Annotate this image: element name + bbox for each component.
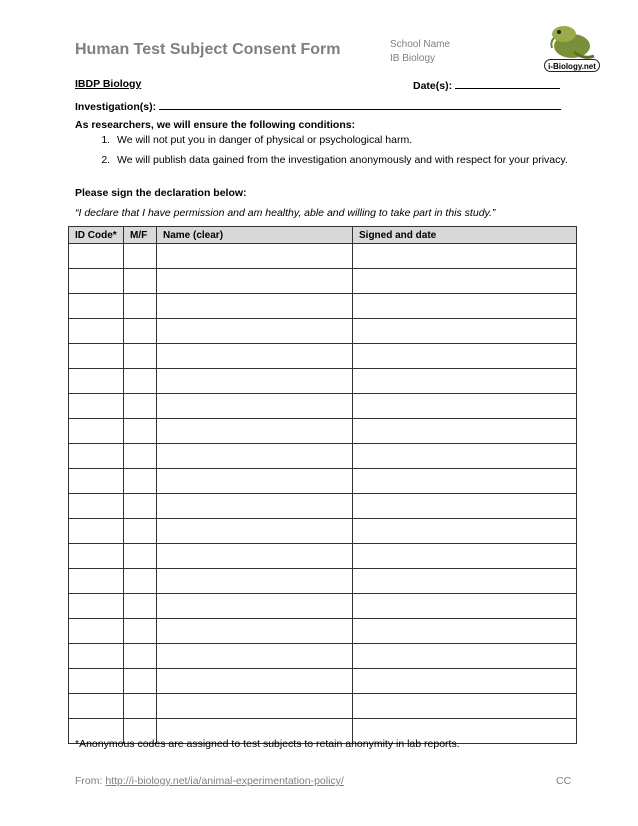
table-row [69, 619, 577, 644]
name-cell[interactable] [157, 244, 353, 269]
id-code-cell[interactable] [69, 344, 124, 369]
signature-cell[interactable] [353, 319, 577, 344]
id-code-cell[interactable] [69, 469, 124, 494]
table-row [69, 444, 577, 469]
name-cell[interactable] [157, 519, 353, 544]
signature-cell[interactable] [353, 619, 577, 644]
signature-cell[interactable] [353, 469, 577, 494]
header-signed-date: Signed and date [353, 227, 577, 244]
table-row [69, 244, 577, 269]
signature-cell[interactable] [353, 494, 577, 519]
signature-cell[interactable] [353, 269, 577, 294]
header-name: Name (clear) [157, 227, 353, 244]
footnote: *Anonymous codes are assigned to test subjects to retain anonymity in lab reports. [75, 738, 460, 750]
table-row [69, 519, 577, 544]
signature-cell[interactable] [353, 519, 577, 544]
name-cell[interactable] [157, 619, 353, 644]
signature-table-body [69, 244, 577, 744]
table-row [69, 394, 577, 419]
id-code-cell[interactable] [69, 244, 124, 269]
table-row [69, 294, 577, 319]
signature-cell[interactable] [353, 644, 577, 669]
investigation-line [75, 99, 561, 113]
name-cell[interactable] [157, 644, 353, 669]
id-code-cell[interactable] [69, 594, 124, 619]
id-code-cell[interactable] [69, 619, 124, 644]
table-row [69, 594, 577, 619]
name-cell[interactable] [157, 594, 353, 619]
name-cell[interactable] [157, 269, 353, 294]
course-line [75, 78, 141, 90]
name-cell[interactable] [157, 444, 353, 469]
sex-cell[interactable] [124, 469, 157, 494]
id-code-cell[interactable] [69, 544, 124, 569]
sex-cell[interactable] [124, 594, 157, 619]
name-cell[interactable] [157, 569, 353, 594]
name-cell[interactable] [157, 394, 353, 419]
conditions-list [75, 134, 633, 174]
signature-cell[interactable] [353, 694, 577, 719]
table-row [69, 494, 577, 519]
table-row [69, 644, 577, 669]
i-biology-logo [544, 22, 600, 74]
signature-cell[interactable] [353, 344, 577, 369]
sex-cell[interactable] [124, 569, 157, 594]
table-row [69, 544, 577, 569]
sex-cell[interactable] [124, 394, 157, 419]
name-cell[interactable] [157, 544, 353, 569]
name-cell[interactable] [157, 694, 353, 719]
sex-cell[interactable] [124, 669, 157, 694]
sex-cell[interactable] [124, 644, 157, 669]
signature-cell[interactable] [353, 444, 577, 469]
sex-cell[interactable] [124, 269, 157, 294]
id-code-cell[interactable] [69, 269, 124, 294]
sex-cell[interactable] [124, 519, 157, 544]
logo-badge: i-Biology.net [544, 59, 600, 72]
conditions-heading: As researchers, we will ensure the following conditions: [75, 119, 356, 131]
id-code-cell[interactable] [69, 444, 124, 469]
signature-cell[interactable] [353, 244, 577, 269]
name-cell[interactable] [157, 319, 353, 344]
table-row [69, 419, 577, 444]
name-cell[interactable] [157, 344, 353, 369]
license-cc: CC [556, 775, 572, 787]
name-cell[interactable] [157, 469, 353, 494]
id-code-cell[interactable] [69, 569, 124, 594]
condition-item: 2. We will publish data gained from the investigation anonymously and with respect for your privacy. [113, 154, 633, 166]
table-row [69, 269, 577, 294]
sex-cell[interactable] [124, 294, 157, 319]
name-cell[interactable] [157, 669, 353, 694]
name-cell[interactable] [157, 494, 353, 519]
table-row [69, 694, 577, 719]
date-label: Date(s): [413, 80, 453, 92]
id-code-cell[interactable] [69, 394, 124, 419]
table-row [69, 669, 577, 694]
id-code-cell[interactable] [69, 369, 124, 394]
table-row [69, 469, 577, 494]
signature-cell[interactable] [353, 294, 577, 319]
sex-cell[interactable] [124, 419, 157, 444]
signature-cell[interactable] [353, 669, 577, 694]
investigation-label: Investigation(s): [75, 101, 157, 113]
lizard-icon [544, 22, 600, 62]
name-cell[interactable] [157, 294, 353, 319]
sex-cell[interactable] [124, 444, 157, 469]
header-id-code: ID Code* [69, 227, 124, 244]
sex-cell[interactable] [124, 494, 157, 519]
sex-cell[interactable] [124, 369, 157, 394]
school-name: School Name [390, 39, 451, 50]
signature-cell[interactable] [353, 569, 577, 594]
sex-cell[interactable] [124, 544, 157, 569]
sex-cell[interactable] [124, 244, 157, 269]
id-code-cell[interactable] [69, 494, 124, 519]
id-code-cell[interactable] [69, 669, 124, 694]
signature-cell[interactable] [353, 394, 577, 419]
name-cell[interactable] [157, 369, 353, 394]
date-field[interactable] [455, 78, 560, 89]
course-name: IBDP Biology [75, 78, 142, 90]
declaration-quote: “I declare that I have permission and am healthy, able and willing to take part in this study.” [75, 207, 496, 219]
table-row [69, 344, 577, 369]
school-info [390, 38, 450, 66]
signature-cell[interactable] [353, 419, 577, 444]
declaration-heading: Please sign the declaration below: [75, 187, 247, 199]
id-code-cell[interactable] [69, 294, 124, 319]
table-row [69, 319, 577, 344]
name-cell[interactable] [157, 419, 353, 444]
form-title: Human Test Subject Consent Form [75, 41, 341, 58]
sex-cell[interactable] [124, 694, 157, 719]
signature-cell[interactable] [353, 544, 577, 569]
sex-cell[interactable] [124, 319, 157, 344]
id-code-cell[interactable] [69, 519, 124, 544]
condition-item: 1. We will not put you in danger of physical or psychological harm. [113, 134, 633, 146]
signature-cell[interactable] [353, 594, 577, 619]
table-row [69, 369, 577, 394]
header-sex: M/F [124, 227, 157, 244]
date-line [413, 78, 560, 92]
investigation-field[interactable] [159, 99, 561, 110]
sex-cell[interactable] [124, 619, 157, 644]
id-code-cell[interactable] [69, 319, 124, 344]
signature-cell[interactable] [353, 369, 577, 394]
footer-prefix: From: [75, 775, 106, 787]
id-code-cell[interactable] [69, 694, 124, 719]
footer-source [75, 775, 344, 787]
id-code-cell[interactable] [69, 419, 124, 444]
source-link[interactable]: http://i-biology.net/ia/animal-experimentation-policy/ [105, 775, 344, 787]
table-row [69, 569, 577, 594]
table-header-row [69, 227, 577, 244]
school-subject: IB Biology [390, 53, 436, 64]
id-code-cell[interactable] [69, 644, 124, 669]
signature-table [68, 226, 577, 744]
sex-cell[interactable] [124, 344, 157, 369]
